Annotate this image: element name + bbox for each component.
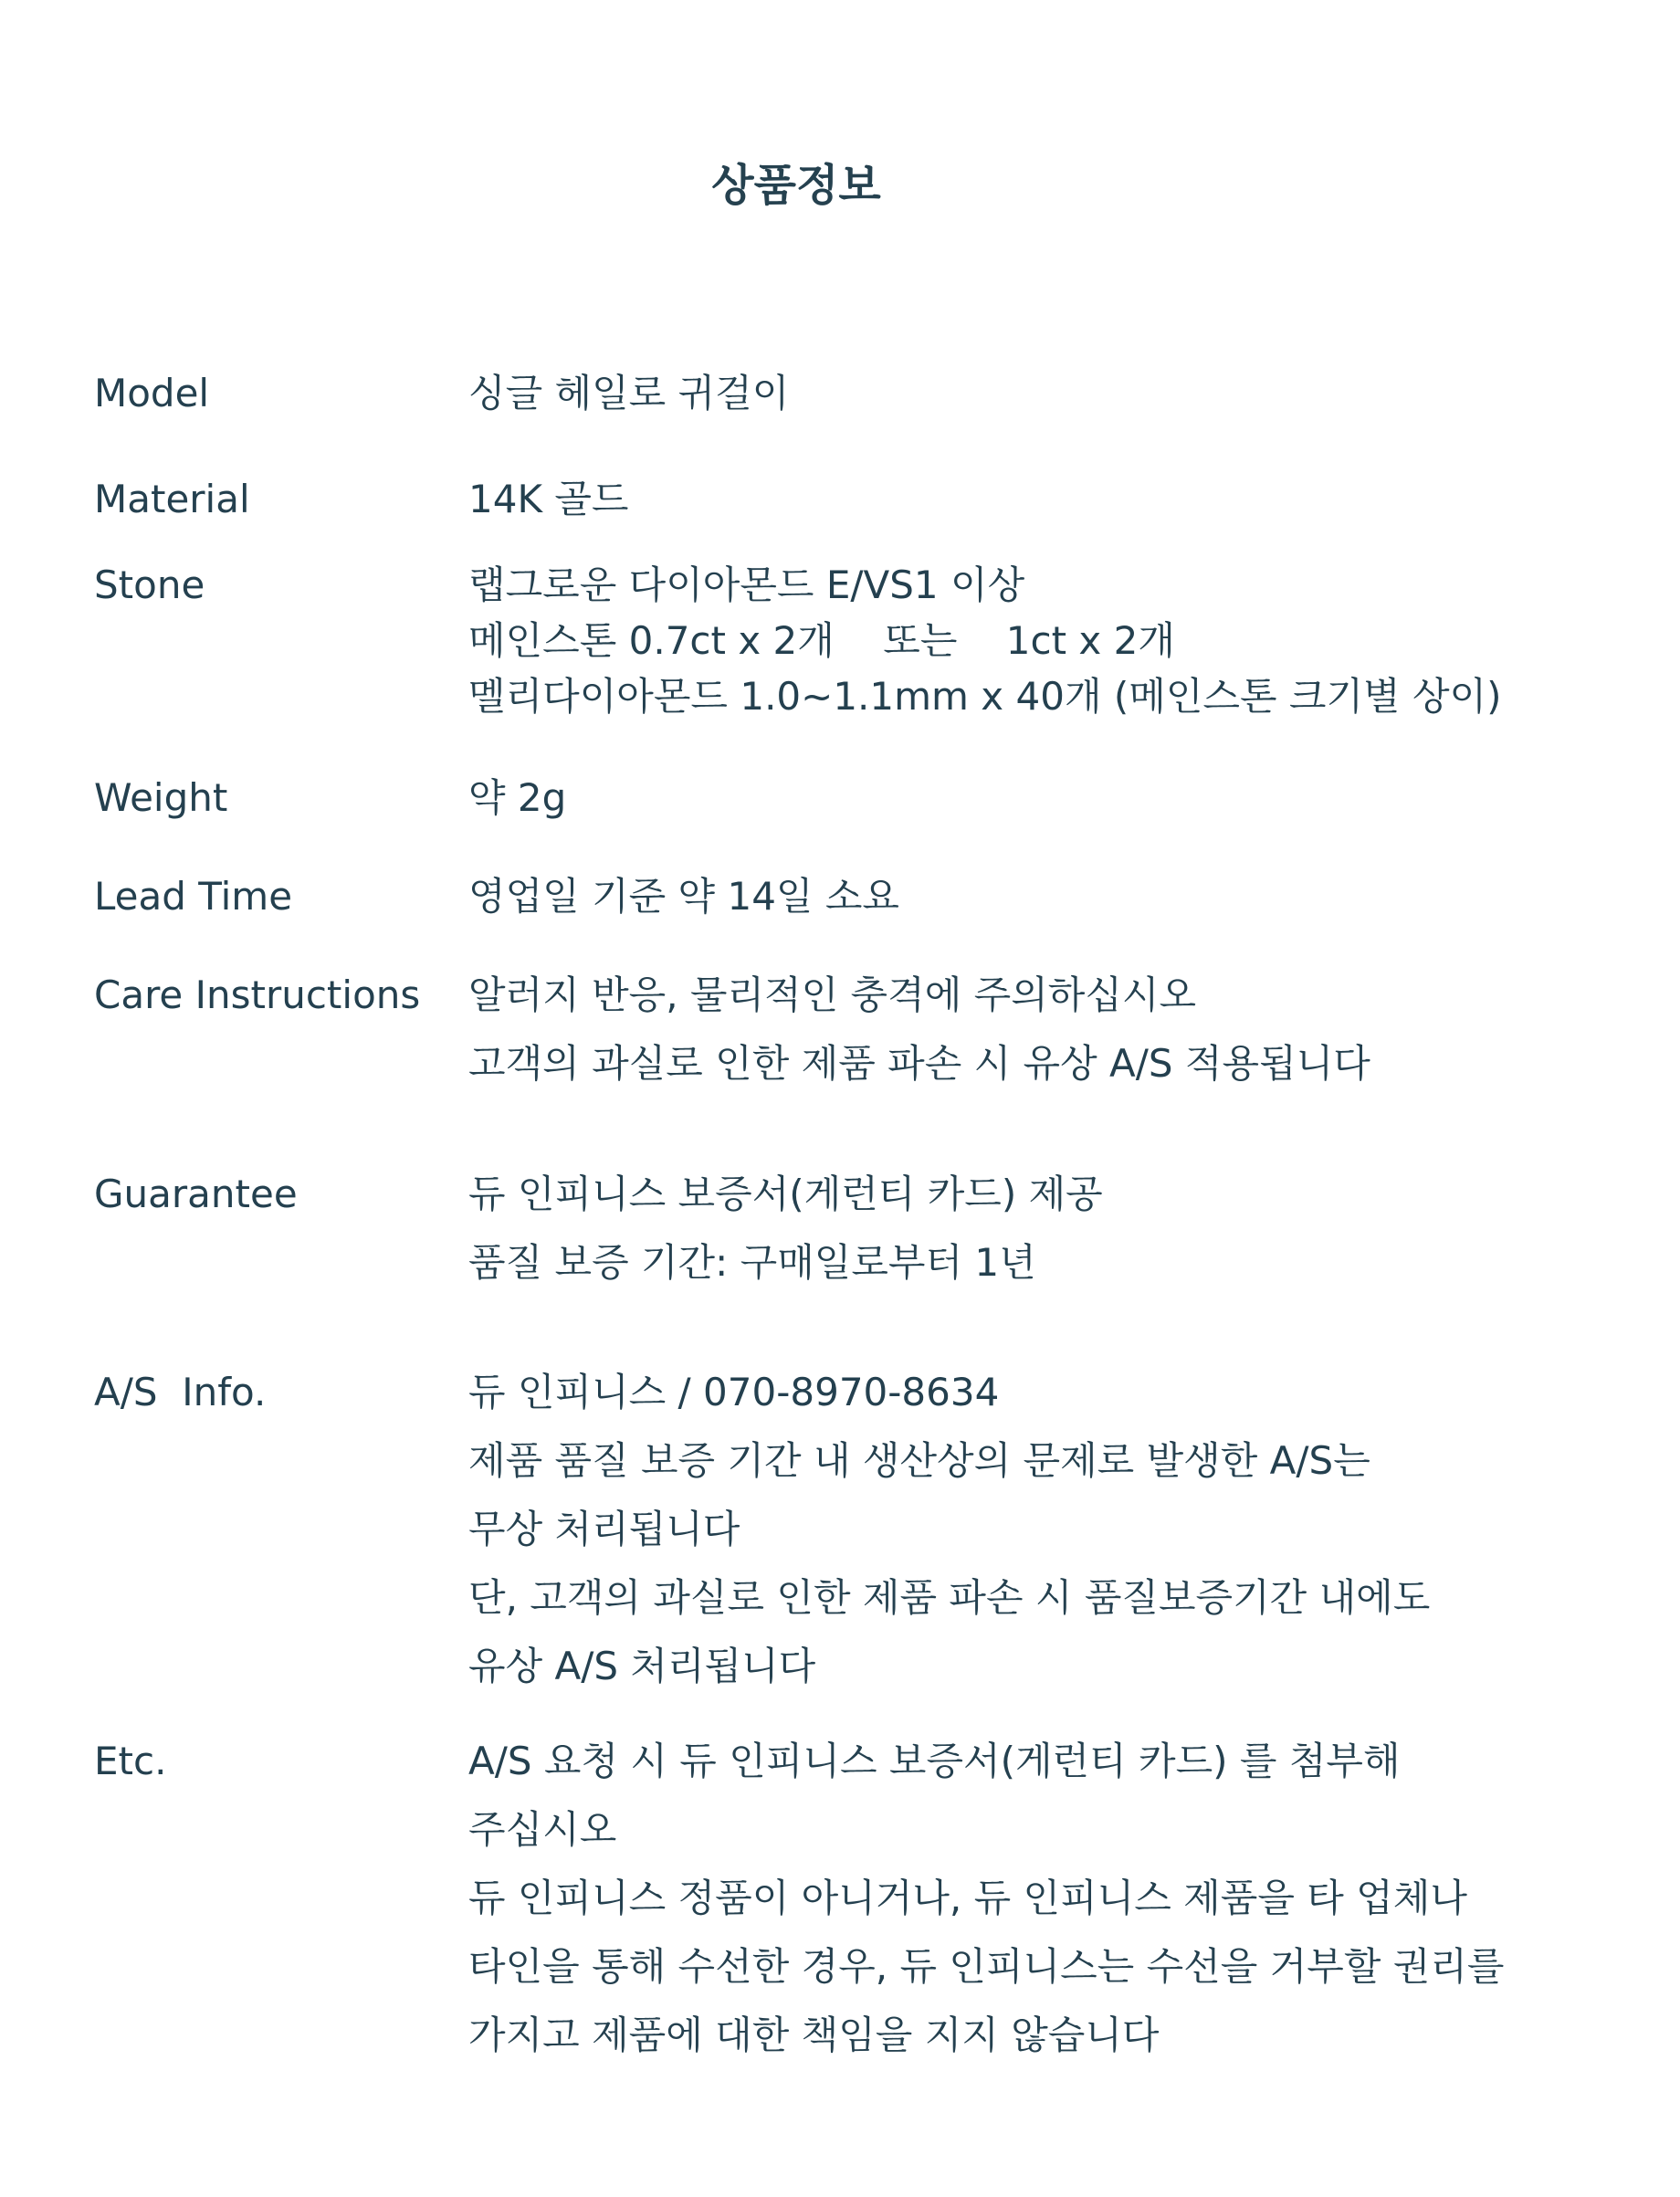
row-label: Lead Time: [94, 874, 293, 919]
row-label: A/S Info.: [94, 1370, 267, 1414]
value-line: 랩그로운 다이아몬드 E/VS1 이상: [468, 562, 1025, 607]
value-line: 약 2g: [468, 775, 567, 820]
value-line: 듀 인피니스 정품이 아니거나, 듀 인피니스 제품을 타 업체나: [468, 1876, 1467, 1920]
row-value: [468, 868, 1555, 924]
row-label: Weight: [94, 775, 228, 820]
row-label: Etc.: [94, 1739, 167, 1783]
value-line: 타인을 통해 수선한 경우, 듀 인피니스는 수선을 거부할 권리를: [468, 1944, 1505, 1989]
value-line: 듀 인피니스 보증서(게런티 카드) 제공: [468, 1172, 1103, 1216]
value-line: 유상 A/S 처리됩니다: [468, 1644, 816, 1688]
row-label: Material: [94, 477, 250, 521]
row-value: [468, 1727, 1555, 2069]
row-label: Care Instructions: [94, 972, 421, 1017]
row-label: Guarantee: [94, 1172, 298, 1216]
row-value: [468, 1160, 1555, 1297]
row-value: [468, 961, 1555, 1098]
row-value: [468, 365, 1555, 421]
value-line: 고객의 과실로 인한 제품 파손 시 유상 A/S 적용됩니다: [468, 1041, 1370, 1086]
value-line: 멜리다이아몬드 1.0~1.1mm x 40개 (메인스톤 크기별 상이): [468, 674, 1502, 719]
value-line: 알러지 반응, 물리적인 충격에 주의하십시오: [468, 972, 1197, 1017]
row-value: [468, 1358, 1555, 1700]
row-value: [468, 471, 1555, 527]
value-line: 14K 골드: [468, 477, 629, 521]
value-line: 영업일 기준 약 14일 소요: [468, 874, 899, 919]
value-line: 품질 보증 기간: 구매일로부터 1년: [468, 1240, 1036, 1285]
value-line: 주십시오: [468, 1807, 617, 1852]
row-value: [468, 770, 1555, 825]
value-line: 메인스톤 0.7ct x 2개 또는 1ct x 2개: [468, 618, 1175, 663]
value-line: 싱글 헤일로 귀걸이: [468, 371, 790, 415]
row-label: Model: [94, 371, 210, 415]
page-title: 상품정보: [711, 160, 881, 211]
row-label: Stone: [94, 562, 205, 607]
row-value: [468, 557, 1555, 724]
value-line: 제품 품질 보증 기간 내 생산상의 문제로 발생한 A/S는: [468, 1438, 1370, 1483]
value-line: 무상 처리됩니다: [468, 1507, 740, 1551]
value-line: A/S 요청 시 듀 인피니스 보증서(게런티 카드) 를 첨부해: [468, 1739, 1401, 1783]
value-line: 가지고 제품에 대한 책임을 지지 않습니다: [468, 2013, 1160, 2057]
value-line: 듀 인피니스 / 070-8970-8634: [468, 1370, 1000, 1414]
value-line: 단, 고객의 과실로 인한 제품 파손 시 품질보증기간 내에도: [468, 1575, 1431, 1620]
